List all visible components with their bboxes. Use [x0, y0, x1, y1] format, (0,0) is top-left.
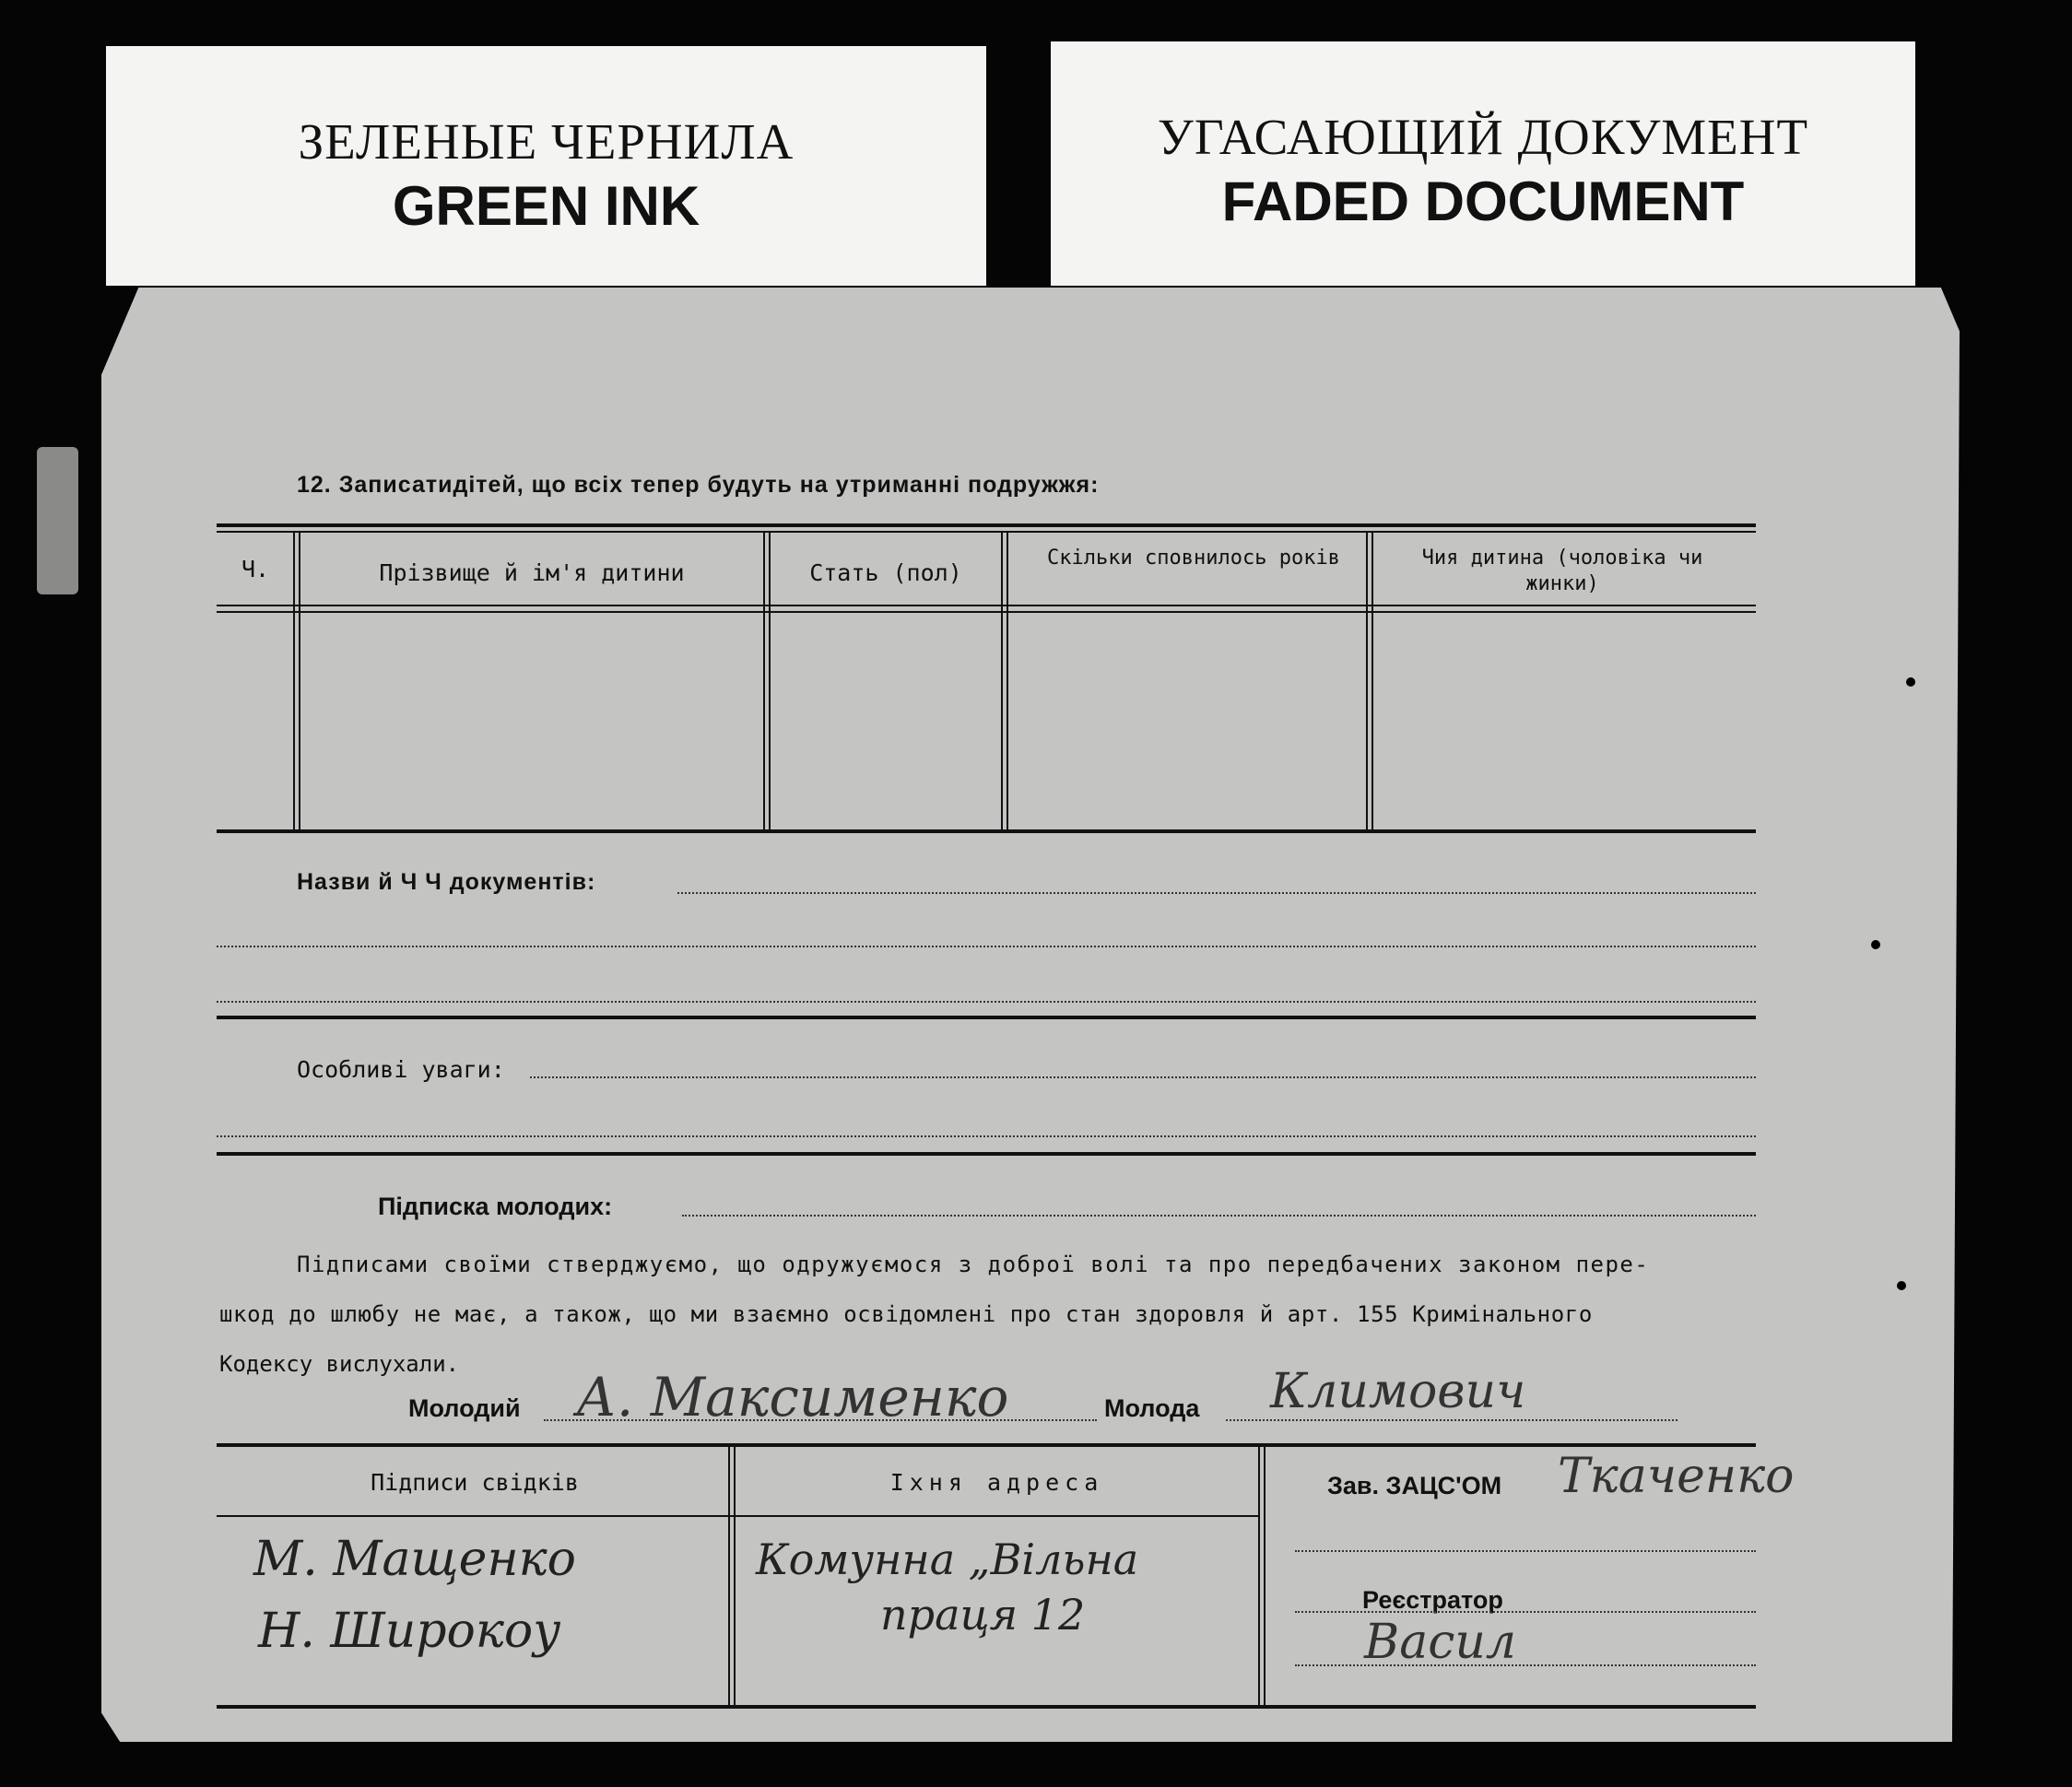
remarks-label: Особливі уваги: [297, 1056, 505, 1083]
binder-tab [37, 447, 78, 594]
punch-hole [1897, 1281, 1906, 1290]
witness-1-signature: М. Мащенко [253, 1532, 576, 1587]
address-header: Іхня адреса [889, 1469, 1104, 1496]
remarks-line [530, 1076, 1756, 1078]
bride-line [1226, 1419, 1678, 1421]
bride-signature: Климович [1270, 1364, 1526, 1419]
documents-label: Назви й Ч Ч документів: [297, 869, 596, 895]
remarks-rule [217, 1152, 1756, 1156]
table-col-sep [293, 531, 295, 829]
green-ink-label [106, 46, 986, 286]
registrar-label: Реєстратор [1362, 1586, 1503, 1614]
table-col-sep [1007, 531, 1008, 829]
punch-hole [1871, 940, 1880, 949]
documents-line [217, 946, 1756, 947]
table-col-sep [763, 531, 765, 829]
bottom-col-sep [728, 1445, 730, 1705]
form-sheet [101, 288, 1960, 1742]
subscription-line [682, 1215, 1756, 1217]
bottom-col-sep [1264, 1445, 1266, 1705]
bottom-col-sep [1258, 1445, 1260, 1705]
table-header-rule [217, 605, 1756, 606]
table-col-sep [1366, 531, 1368, 829]
registry-head-label: Зав. ЗАЦС'ОМ [1327, 1472, 1502, 1499]
registry-head-signature: Ткаченко [1558, 1449, 1795, 1504]
address-line-1: Комунна „Вільна [756, 1534, 1139, 1584]
punch-hole [1906, 677, 1915, 687]
address-line-2: праця 12 [880, 1590, 1086, 1640]
table-header-rule-2 [217, 611, 1756, 613]
bottom-table-header-rule [217, 1515, 1258, 1517]
registrar-line-2 [1295, 1664, 1756, 1666]
declaration-line-3: Кодексу вислухали. [219, 1351, 460, 1377]
table-top-rule-2 [217, 531, 1756, 533]
witness-2-signature: Н. Широкоу [258, 1604, 561, 1659]
documents-line [217, 1001, 1756, 1003]
section-12-title: 12. Записатидітей, що всіх тепер будуть на утриманні подружжя: [297, 472, 1100, 498]
witnesses-header: Підписи свідків [371, 1469, 579, 1496]
faded-document-ru: УГАСАЮЩИЙ ДОКУМЕНТ [1157, 109, 1809, 165]
faded-document-label [1051, 41, 1915, 286]
header-whose-child: Чия дитина (чоловіка чи жинки) [1421, 547, 1703, 595]
subscription-label: Підписка молодих: [378, 1193, 613, 1220]
header-sex: Стать (пол) [809, 559, 962, 586]
declaration-line-1: Підписами своїми стверджуємо, що одружуємося з доброї волі та про передбачених законом пере- [297, 1252, 1650, 1277]
table-bottom-rule [217, 829, 1756, 833]
green-ink-ru: ЗЕЛЕНЫЕ ЧЕРНИЛА [298, 113, 795, 170]
registrar-line [1295, 1611, 1756, 1613]
table-col-sep [1372, 531, 1373, 829]
groom-signature: А. Максименко [576, 1366, 1009, 1428]
declaration-line-2: шкод до шлюбу не має, а також, що ми взаємно освідомлені про стан здоровля й арт. 155 Кримінального [219, 1301, 1593, 1327]
header-number: Ч. [241, 556, 270, 582]
header-age: Скільки сповнилось років [1047, 547, 1340, 570]
table-top-rule [217, 523, 1756, 527]
green-ink-en: GREEN INK [392, 175, 700, 237]
bottom-table-bottom-rule [217, 1705, 1756, 1709]
remarks-line [217, 1135, 1756, 1137]
registrar-signature: Васил [1364, 1615, 1516, 1670]
groom-label: Молодий [408, 1394, 521, 1422]
table-col-sep [1001, 531, 1003, 829]
documents-rule [217, 1016, 1756, 1019]
bride-label: Молода [1104, 1394, 1200, 1422]
bottom-table-top-rule [217, 1443, 1756, 1447]
faded-document-en: FADED DOCUMENT [1221, 170, 1745, 232]
header-child-name: Прізвище й ім'я дитини [379, 559, 685, 586]
registry-line [1295, 1550, 1756, 1552]
documents-line [677, 892, 1756, 894]
